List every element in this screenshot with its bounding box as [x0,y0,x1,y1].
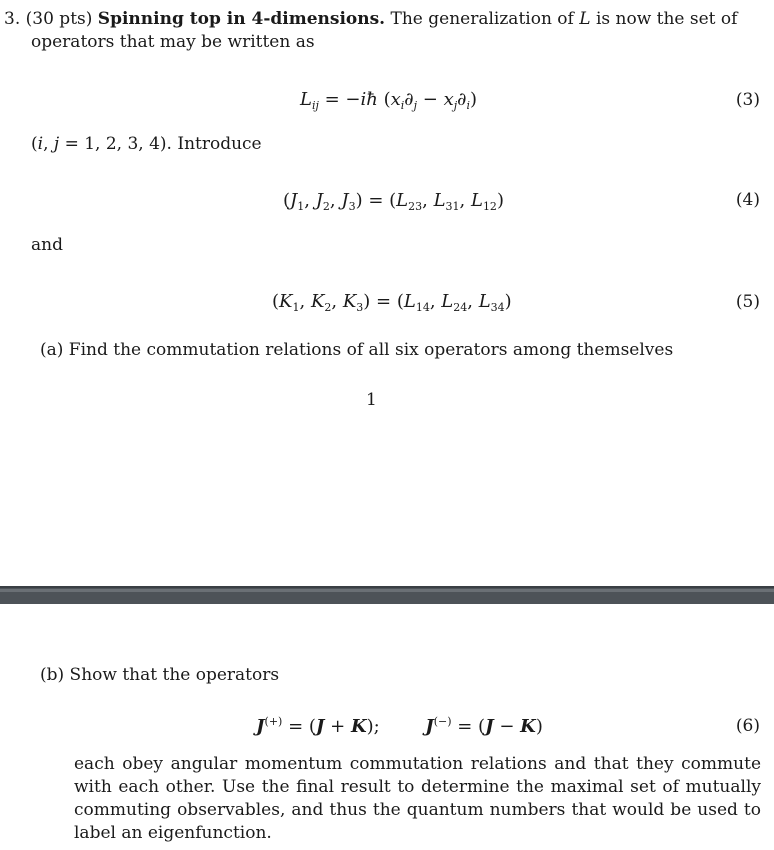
equation-4 [283,190,504,211]
eq6-K2: K [520,716,536,737]
equation-6-number: (6) [735,716,760,736]
eq6-sup-minus: (−) [433,715,452,728]
eq3-ihbar: iħ [360,89,378,110]
eq3-equals: = − [318,89,361,110]
eq3-partial-sub: j [413,99,418,112]
equation-6 [256,716,543,737]
eq5-K1-sub: 1 [292,301,300,314]
eq4-close: ) [496,190,504,211]
problem-points: (30 pts) [25,9,93,29]
eq4-open: ( [283,190,291,211]
eq4-L2-sub: 31 [445,200,460,213]
eq5-K2: K [310,291,325,312]
range-comma: , [43,134,54,154]
eq6-close-semi: ); [366,716,380,737]
eq6-J3: J [425,716,434,737]
problem-number: 3. [4,9,21,29]
equation-5 [272,291,512,312]
eq6-equals1: = ( [282,716,316,737]
eq6-J4: J [485,716,494,737]
eq5-K3: K [342,291,357,312]
range-open: ( [31,134,38,154]
eq6-plus: + [324,716,351,737]
eq4-L3-sub: 12 [482,200,497,213]
eq3-x-sub: i [400,99,405,112]
eq6-J2: J [315,716,325,737]
eq5-comma4: , [467,291,479,312]
part-b-body: each obey angular momentum commutation relations and that they commute with each other. Use the final result to determine the maximal set of mutually commuting observables, and thus the quantum numbers that would be used to label an eigenfunction. [74,754,761,843]
intro-text-end: is now the set of [595,9,738,29]
eq4-comma2: , [329,190,342,211]
range-j: j [53,134,60,154]
eq5-comma3: , [429,291,442,312]
eq6-close: ) [535,716,543,737]
eq6-equals2: = ( [451,716,486,737]
eq5-K3-sub: 3 [356,301,364,314]
equation-3-number: (3) [735,90,760,110]
eq4-J1: J [290,190,298,211]
eq4-comma1: , [304,190,316,211]
eq3-paren-open: ( [377,89,391,110]
eq3-x2: x [443,89,454,110]
eq5-close: ) [504,291,512,312]
problem-title: Spinning top in 4-dimensions. [97,9,386,29]
intro-text: The generalization of [390,9,574,29]
eq5-L3-sub: 34 [490,301,505,314]
eq5-open: ( [272,291,280,312]
eq6-sup-plus: (+) [264,715,283,728]
problem-heading [4,8,764,31]
part-b: (b) Show that the operators [40,665,280,685]
eq4-equals: ) = ( [355,190,397,211]
eq3-paren-close: ) [469,89,478,110]
eq6-K: K [350,716,367,737]
eq4-J2: J [315,190,323,211]
eq3-x: x [390,89,401,110]
eq5-equals: ) = ( [363,291,404,312]
eq6-J: J [256,716,265,737]
eq4-L1-sub: 23 [408,200,423,213]
eq3-lhs: L [300,89,312,110]
eq4-J1-sub: 1 [297,200,305,213]
eq5-K2-sub: 2 [324,301,332,314]
eq3-partial2-sub: i [466,99,470,112]
eq3-lhs-sub: ij [311,99,319,112]
eq5-L2-sub: 24 [453,301,468,314]
eq4-comma4: , [459,190,471,211]
and-text: and [31,235,63,255]
eq5-comma2: , [331,291,343,312]
equation-4-number: (4) [735,190,760,210]
eq5-comma1: , [299,291,311,312]
eq4-L3: L [470,190,483,211]
intro-symbol-L: L [579,9,591,29]
eq3-partial: ∂ [404,89,414,110]
eq4-J3: J [341,190,349,211]
range-i: i [37,134,44,154]
eq3-minus: − [417,89,444,110]
eq3-partial2: ∂ [457,89,467,110]
eq4-L2: L [433,190,446,211]
equation-3 [300,89,477,110]
range-rest: = 1, 2, 3, 4). Introduce [59,134,262,154]
page-number: 1 [366,390,377,410]
page-separator [0,586,774,604]
eq5-K1: K [279,291,293,312]
eq4-J2-sub: 2 [322,200,330,213]
eq5-L2: L [441,291,454,312]
eq6-minus: − [493,716,521,737]
eq5-L1: L [403,291,416,312]
part-a: (a) Find the commutation relations of all six operators among themselves [40,340,674,360]
eq5-L3: L [478,291,491,312]
equation-5-number: (5) [735,292,760,312]
eq5-L1-sub: 14 [415,301,430,314]
eq4-J3-sub: 3 [348,200,356,213]
eq3-x2-sub: j [453,99,458,112]
eq4-comma3: , [422,190,434,211]
intro-line-2: operators that may be written as [31,32,315,52]
index-range-line [31,133,262,156]
eq4-L1: L [396,190,409,211]
